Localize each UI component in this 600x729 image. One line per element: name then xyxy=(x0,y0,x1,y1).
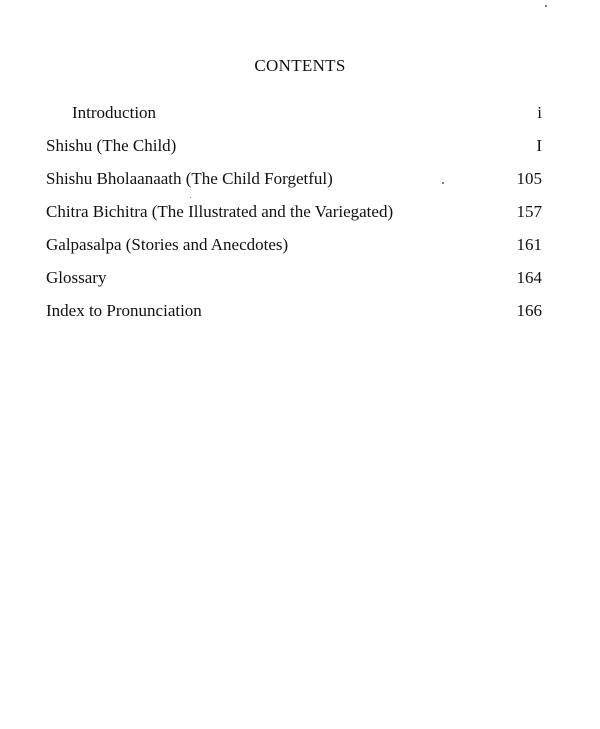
toc-entry-page: 157 xyxy=(516,202,542,221)
toc-entry-galpasalpa xyxy=(46,234,542,256)
toc-entry-page: 164 xyxy=(516,268,542,287)
toc-entry-page: 105 xyxy=(516,169,542,188)
toc-entry-title: Introduction xyxy=(72,103,157,122)
toc-entry-title: Shishu Bholaanaath (The Child Forgetful) xyxy=(46,169,333,188)
page-title: CONTENTS xyxy=(254,56,346,75)
toc-entry-chitra-bichitra xyxy=(46,201,542,223)
toc-entry-page: 166 xyxy=(516,301,542,320)
toc-entry-title: Galpasalpa (Stories and Anecdotes) xyxy=(46,235,289,254)
toc-entry-introduction xyxy=(46,102,542,124)
scan-speck xyxy=(190,197,191,198)
toc-entry-page: i xyxy=(537,103,542,122)
toc-entry-page: 161 xyxy=(516,235,542,254)
toc-entry-glossary xyxy=(46,267,542,289)
toc-entry-index-to-pronunciation xyxy=(46,300,542,322)
toc-entry-page: I xyxy=(536,136,542,155)
toc-entry-shishu xyxy=(46,135,542,157)
toc-entry-shishu-bholaanaath xyxy=(46,168,542,190)
toc-entry-title: Chitra Bichitra (The Illustrated and the Variegated) xyxy=(46,202,394,221)
toc-entry-title: Index to Pronunciation xyxy=(46,301,202,320)
scan-speck xyxy=(545,5,547,7)
scan-speck xyxy=(442,182,444,184)
toc-entry-title: Shishu (The Child) xyxy=(46,136,177,155)
toc-entry-title: Glossary xyxy=(46,268,107,287)
